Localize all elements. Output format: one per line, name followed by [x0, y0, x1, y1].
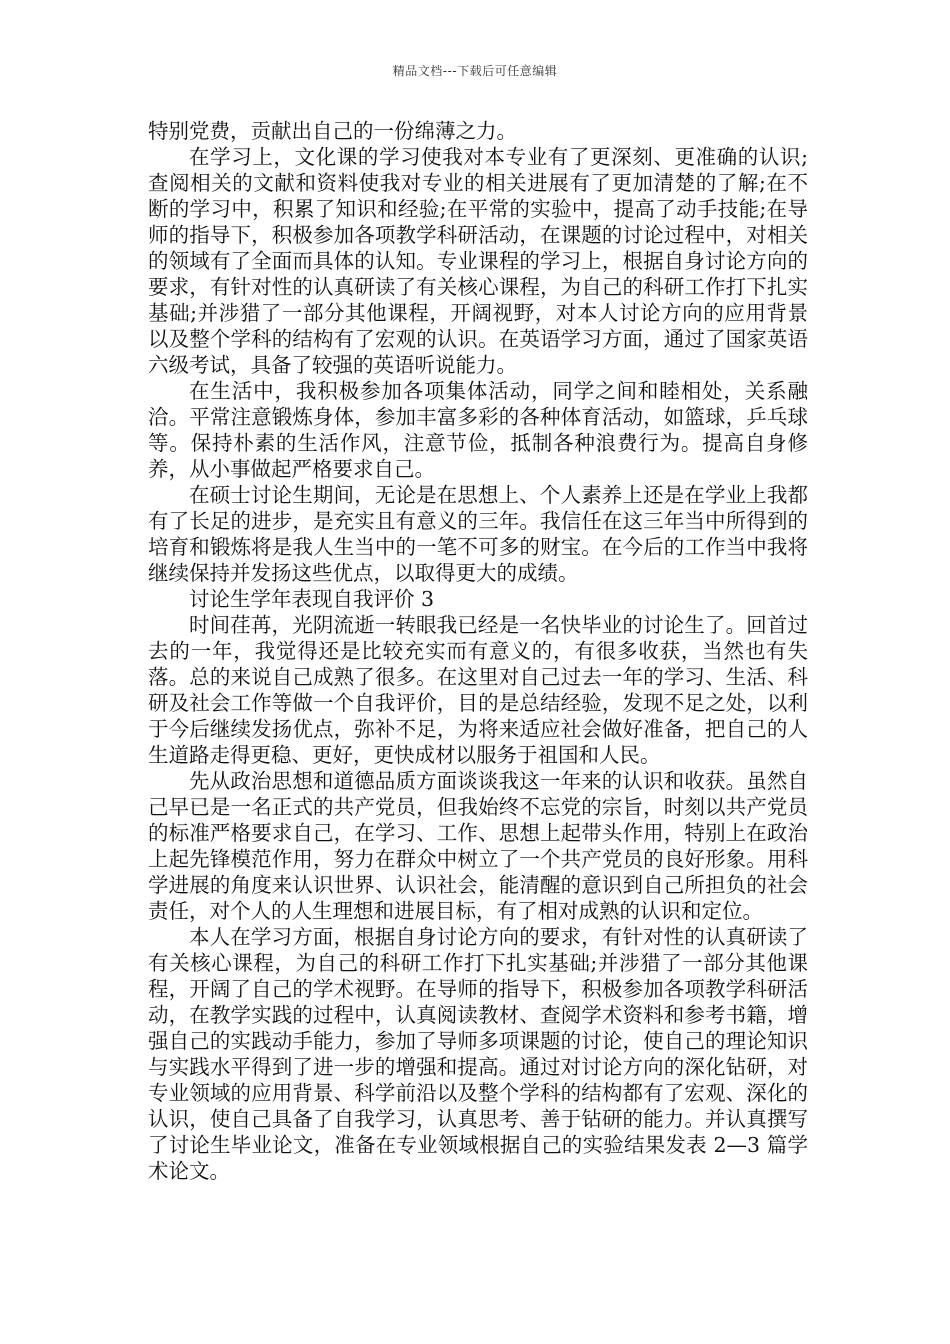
paragraph: 在学习上，文化课的学习使我对本专业有了更深刻、更准确的认识;查阅相关的文献和资料使我对专业的相关进展有了更加清楚的了解;在不断的学习中，积累了知识和经验;在平常的实验中，提高了动手技能;在导师的指导下，积极参加各项教学科研活动，在课题的讨论过程中，对相关的领域有了全面而具体的认知。专业课程的学习上，根据自身讨论方向的要求，有针对性的认真研读了有关核心课程，为自己的科研工作打下扎实基础;并涉猎了一部分其他课程，开阔视野，对本人讨论方向的应用背景以及整个学科的结构有了宏观的认识。在英语学习方面，通过了国家英语六级考试，具备了较强的英语听说能力。 [148, 145, 808, 377]
page-header: 精品文档---下载后可任意编辑 [392, 64, 558, 78]
paragraph: 本人在学习方面，根据自身讨论方向的要求，有针对性的认真研读了有关核心课程，为自己的科研工作打下扎实基础;并涉猎了一部分其他课程，开阔了自己的学术视野。在导师的指导下，积极参加各项教学科研活动，在教学实践的过程中，认真阅读教材、查阅学术资料和参考书籍，增强自己的实践动手能力，参加了导师多项课题的讨论，使自己的理论知识与实践水平得到了进一步的增强和提高。通过对讨论方向的深化钻研，对专业领域的应用背景、科学前沿以及整个学科的结构都有了宏观、深化的认识，使自己具备了自我学习，认真思考、善于钻研的能力。并认真撰写了讨论生毕业论文，准备在专业领域根据自己的实验结果发表 2—3 篇学术论文。 [148, 925, 808, 1183]
section-heading: 讨论生学年表现自我评价 3 [189, 587, 435, 611]
paragraph: 在硕士讨论生期间，无论是在思想上、个人素养上还是在学业上我都有了长足的进步，是充实且有意义的三年。我信任在这三年当中所得到的培育和锻炼将是我人生当中的一笔不可多的财宝。在今后的工作当中我将继续保持并发扬这些优点，以取得更大的成绩。 [148, 483, 808, 585]
paragraph: 特别党费，贡献出自己的一份绵薄之力。 [148, 119, 517, 143]
paragraph: 先从政治思想和道德品质方面谈谈我这一年来的认识和收获。虽然自己早已是一名正式的共产党员，但我始终不忘党的宗旨，时刻以共产党员的标准严格要求自己，在学习、工作、思想上起带头作用，特别上在政治上起先锋模范作用，努力在群众中树立了一个共产党员的良好形象。用科学进展的角度来认识世界、认识社会，能清醒的意识到自己所担负的社会责任，对个人的人生理想和进展目标，有了相对成熟的认识和定位。 [148, 769, 808, 923]
document-body [148, 118, 808, 1184]
paragraph: 时间荏苒，光阴流逝一转眼我已经是一名快毕业的讨论生了。回首过去的一年，我觉得还是比较充实而有意义的，有很多收获，当然也有失落。总的来说自己成熟了很多。在这里对自己过去一年的学习、生活、科研及社会工作等做一个自我评价，目的是总结经验，发现不足之处，以利于今后继续发扬优点，弥补不足，为将来适应社会做好准备，把自己的人生道路走得更稳、更好，更快成材以服务于祖国和人民。 [148, 613, 808, 767]
paragraph: 在生活中，我积极参加各项集体活动，同学之间和睦相处，关系融洽。平常注意锻炼身体，参加丰富多彩的各种体育活动，如篮球，乒乓球等。保持朴素的生活作风，注意节俭，抵制各种浪费行为。提高自身修养，从小事做起严格要求自己。 [148, 379, 808, 481]
